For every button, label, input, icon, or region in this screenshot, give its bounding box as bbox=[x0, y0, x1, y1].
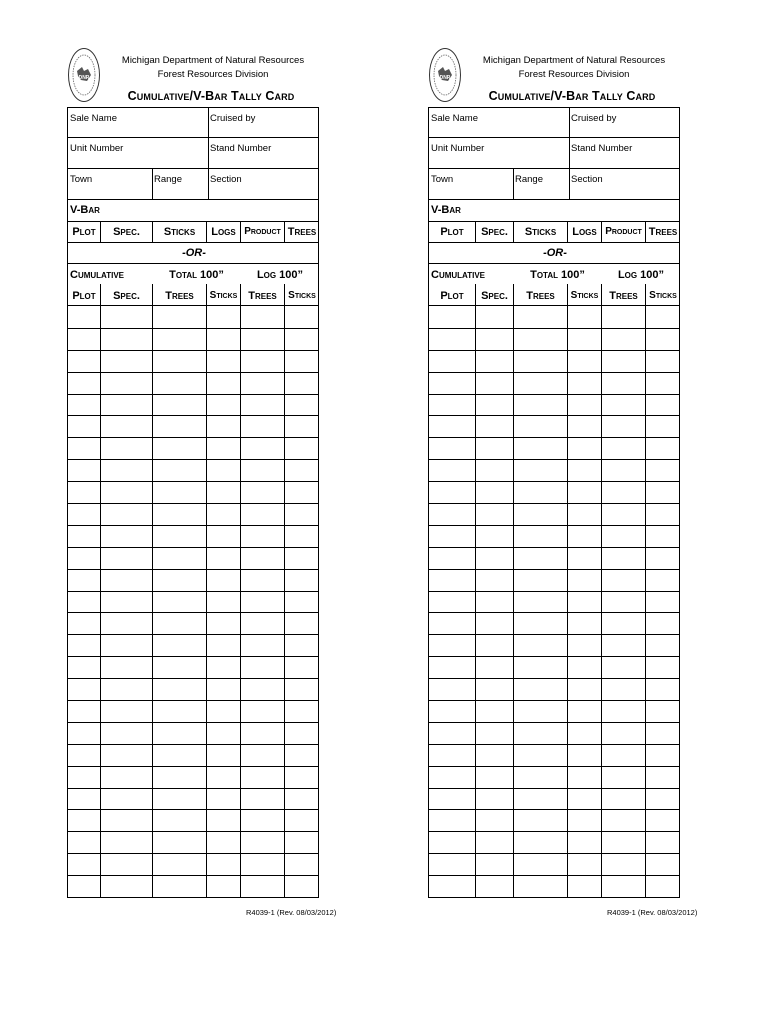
seal-text: DNR bbox=[439, 75, 451, 81]
grid-row-line bbox=[67, 591, 319, 592]
grid-row-line bbox=[67, 788, 319, 789]
grid-row-line bbox=[67, 678, 319, 679]
grid-row-line bbox=[428, 481, 680, 482]
cum-col-plot: Plot bbox=[440, 290, 464, 302]
vbar-col-product: Product bbox=[244, 226, 281, 237]
cruised-by-field[interactable]: Cruised by bbox=[571, 113, 617, 124]
tally-header bbox=[428, 199, 680, 306]
grid-row-line bbox=[67, 481, 319, 482]
vbar-col-logs: Logs bbox=[572, 226, 597, 238]
cum-col-plot: Plot bbox=[72, 290, 96, 302]
grid-row-line bbox=[428, 350, 680, 351]
grid-row-line bbox=[67, 547, 319, 548]
grid-row-line bbox=[428, 634, 680, 635]
tally-grid[interactable] bbox=[67, 305, 319, 898]
grid-row-line bbox=[428, 788, 680, 789]
log-100-label: Log 100” bbox=[617, 269, 665, 281]
cumulative-heading: Cumulative bbox=[70, 269, 125, 281]
grid-row-line bbox=[428, 525, 680, 526]
or-label: -OR- bbox=[182, 247, 206, 259]
grid-row-line bbox=[428, 656, 680, 657]
grid-row-line bbox=[67, 569, 319, 570]
tally-card-right bbox=[428, 0, 698, 1024]
vbar-col-plot: Plot bbox=[72, 226, 96, 238]
grid-row-line bbox=[67, 437, 319, 438]
header-fields bbox=[67, 107, 319, 200]
grid-row-line bbox=[67, 809, 319, 810]
grid-row-line bbox=[428, 612, 680, 613]
grid-row-line bbox=[428, 853, 680, 854]
vbar-col-spec: Spec. bbox=[481, 226, 508, 238]
section-field[interactable]: Section bbox=[210, 174, 242, 185]
grid-row-line bbox=[428, 394, 680, 395]
unit-number-field[interactable]: Unit Number bbox=[431, 143, 485, 154]
cum-col-sticks-log: Sticks bbox=[649, 290, 677, 301]
vbar-col-sticks: Sticks bbox=[163, 226, 196, 238]
or-label: -OR- bbox=[543, 247, 567, 259]
agency-name: Michigan Department of Natural Resources bbox=[121, 55, 305, 66]
sale-name-field[interactable]: Sale Name bbox=[431, 113, 478, 124]
grid-row-line bbox=[428, 569, 680, 570]
tally-card-left bbox=[67, 0, 337, 1024]
grid-row-line bbox=[67, 372, 319, 373]
grid-row-line bbox=[67, 722, 319, 723]
vbar-col-spec: Spec. bbox=[113, 226, 140, 238]
town-field[interactable]: Town bbox=[431, 174, 454, 185]
cum-col-spec: Spec. bbox=[113, 290, 140, 302]
grid-row-line bbox=[67, 656, 319, 657]
vbar-heading: V-Bar bbox=[431, 204, 461, 216]
grid-row-line bbox=[67, 503, 319, 504]
vbar-col-trees: Trees bbox=[648, 226, 678, 238]
grid-row-line bbox=[67, 744, 319, 745]
vbar-heading: V-Bar bbox=[70, 204, 100, 216]
cum-col-trees: Trees bbox=[165, 290, 194, 302]
grid-row-line bbox=[67, 875, 319, 876]
seal-text: DNR bbox=[78, 75, 90, 81]
grid-row-line bbox=[428, 437, 680, 438]
section-field[interactable]: Section bbox=[571, 174, 603, 185]
total-100-label: Total 100” bbox=[530, 269, 585, 281]
grid-row-line bbox=[428, 678, 680, 679]
grid-row-line bbox=[428, 459, 680, 460]
tally-grid[interactable] bbox=[428, 305, 680, 898]
division-name: Forest Resources Division bbox=[157, 69, 269, 80]
range-field[interactable]: Range bbox=[154, 174, 182, 185]
vbar-col-plot: Plot bbox=[440, 226, 464, 238]
agency-name: Michigan Department of Natural Resources bbox=[482, 55, 666, 66]
grid-row-line bbox=[428, 503, 680, 504]
grid-row-line bbox=[428, 744, 680, 745]
cum-col-sticks-log: Sticks bbox=[288, 290, 316, 301]
form-revision-footer: R4039-1 (Rev. 08/03/2012) bbox=[607, 908, 698, 917]
form-revision-footer: R4039-1 (Rev. 08/03/2012) bbox=[246, 908, 337, 917]
grid-row-line bbox=[67, 831, 319, 832]
vbar-col-sticks: Sticks bbox=[524, 226, 557, 238]
grid-row-line bbox=[67, 853, 319, 854]
cumulative-heading: Cumulative bbox=[431, 269, 486, 281]
grid-row-line bbox=[67, 525, 319, 526]
grid-row-line bbox=[67, 766, 319, 767]
grid-row-line bbox=[428, 328, 680, 329]
grid-row-line bbox=[67, 394, 319, 395]
grid-row-line bbox=[67, 700, 319, 701]
range-field[interactable]: Range bbox=[515, 174, 543, 185]
cum-col-sticks: Sticks bbox=[209, 290, 238, 301]
grid-row-line bbox=[67, 415, 319, 416]
cum-col-trees: Trees bbox=[526, 290, 555, 302]
grid-row-line bbox=[67, 612, 319, 613]
grid-row-line bbox=[428, 372, 680, 373]
grid-row-line bbox=[67, 459, 319, 460]
vbar-col-trees: Trees bbox=[287, 226, 317, 238]
grid-row-line bbox=[428, 766, 680, 767]
grid-row-line bbox=[67, 328, 319, 329]
grid-row-line bbox=[428, 809, 680, 810]
cruised-by-field[interactable]: Cruised by bbox=[210, 113, 256, 124]
town-field[interactable]: Town bbox=[70, 174, 93, 185]
form-title: Cumulative/V-Bar Tally Card bbox=[127, 89, 295, 103]
grid-row-line bbox=[428, 875, 680, 876]
grid-row-line bbox=[428, 415, 680, 416]
stand-number-field[interactable]: Stand Number bbox=[210, 143, 272, 154]
grid-row-line bbox=[428, 591, 680, 592]
grid-row-line bbox=[67, 350, 319, 351]
vbar-col-product: Product bbox=[605, 226, 642, 237]
sale-name-field[interactable]: Sale Name bbox=[70, 113, 117, 124]
cum-col-spec: Spec. bbox=[481, 290, 508, 302]
grid-row-line bbox=[428, 831, 680, 832]
cum-col-trees-log: Trees bbox=[609, 290, 638, 302]
grid-row-line bbox=[428, 547, 680, 548]
grid-row-line bbox=[428, 722, 680, 723]
unit-number-field[interactable]: Unit Number bbox=[70, 143, 124, 154]
stand-number-field[interactable]: Stand Number bbox=[571, 143, 633, 154]
cum-col-sticks: Sticks bbox=[570, 290, 599, 301]
cum-col-trees-log: Trees bbox=[248, 290, 277, 302]
grid-row-line bbox=[428, 700, 680, 701]
vbar-col-logs: Logs bbox=[211, 226, 236, 238]
header-fields bbox=[428, 107, 680, 200]
tally-header bbox=[67, 199, 319, 306]
log-100-label: Log 100” bbox=[256, 269, 304, 281]
form-title: Cumulative/V-Bar Tally Card bbox=[488, 89, 656, 103]
division-name: Forest Resources Division bbox=[518, 69, 630, 80]
total-100-label: Total 100” bbox=[169, 269, 224, 281]
grid-row-line bbox=[67, 634, 319, 635]
